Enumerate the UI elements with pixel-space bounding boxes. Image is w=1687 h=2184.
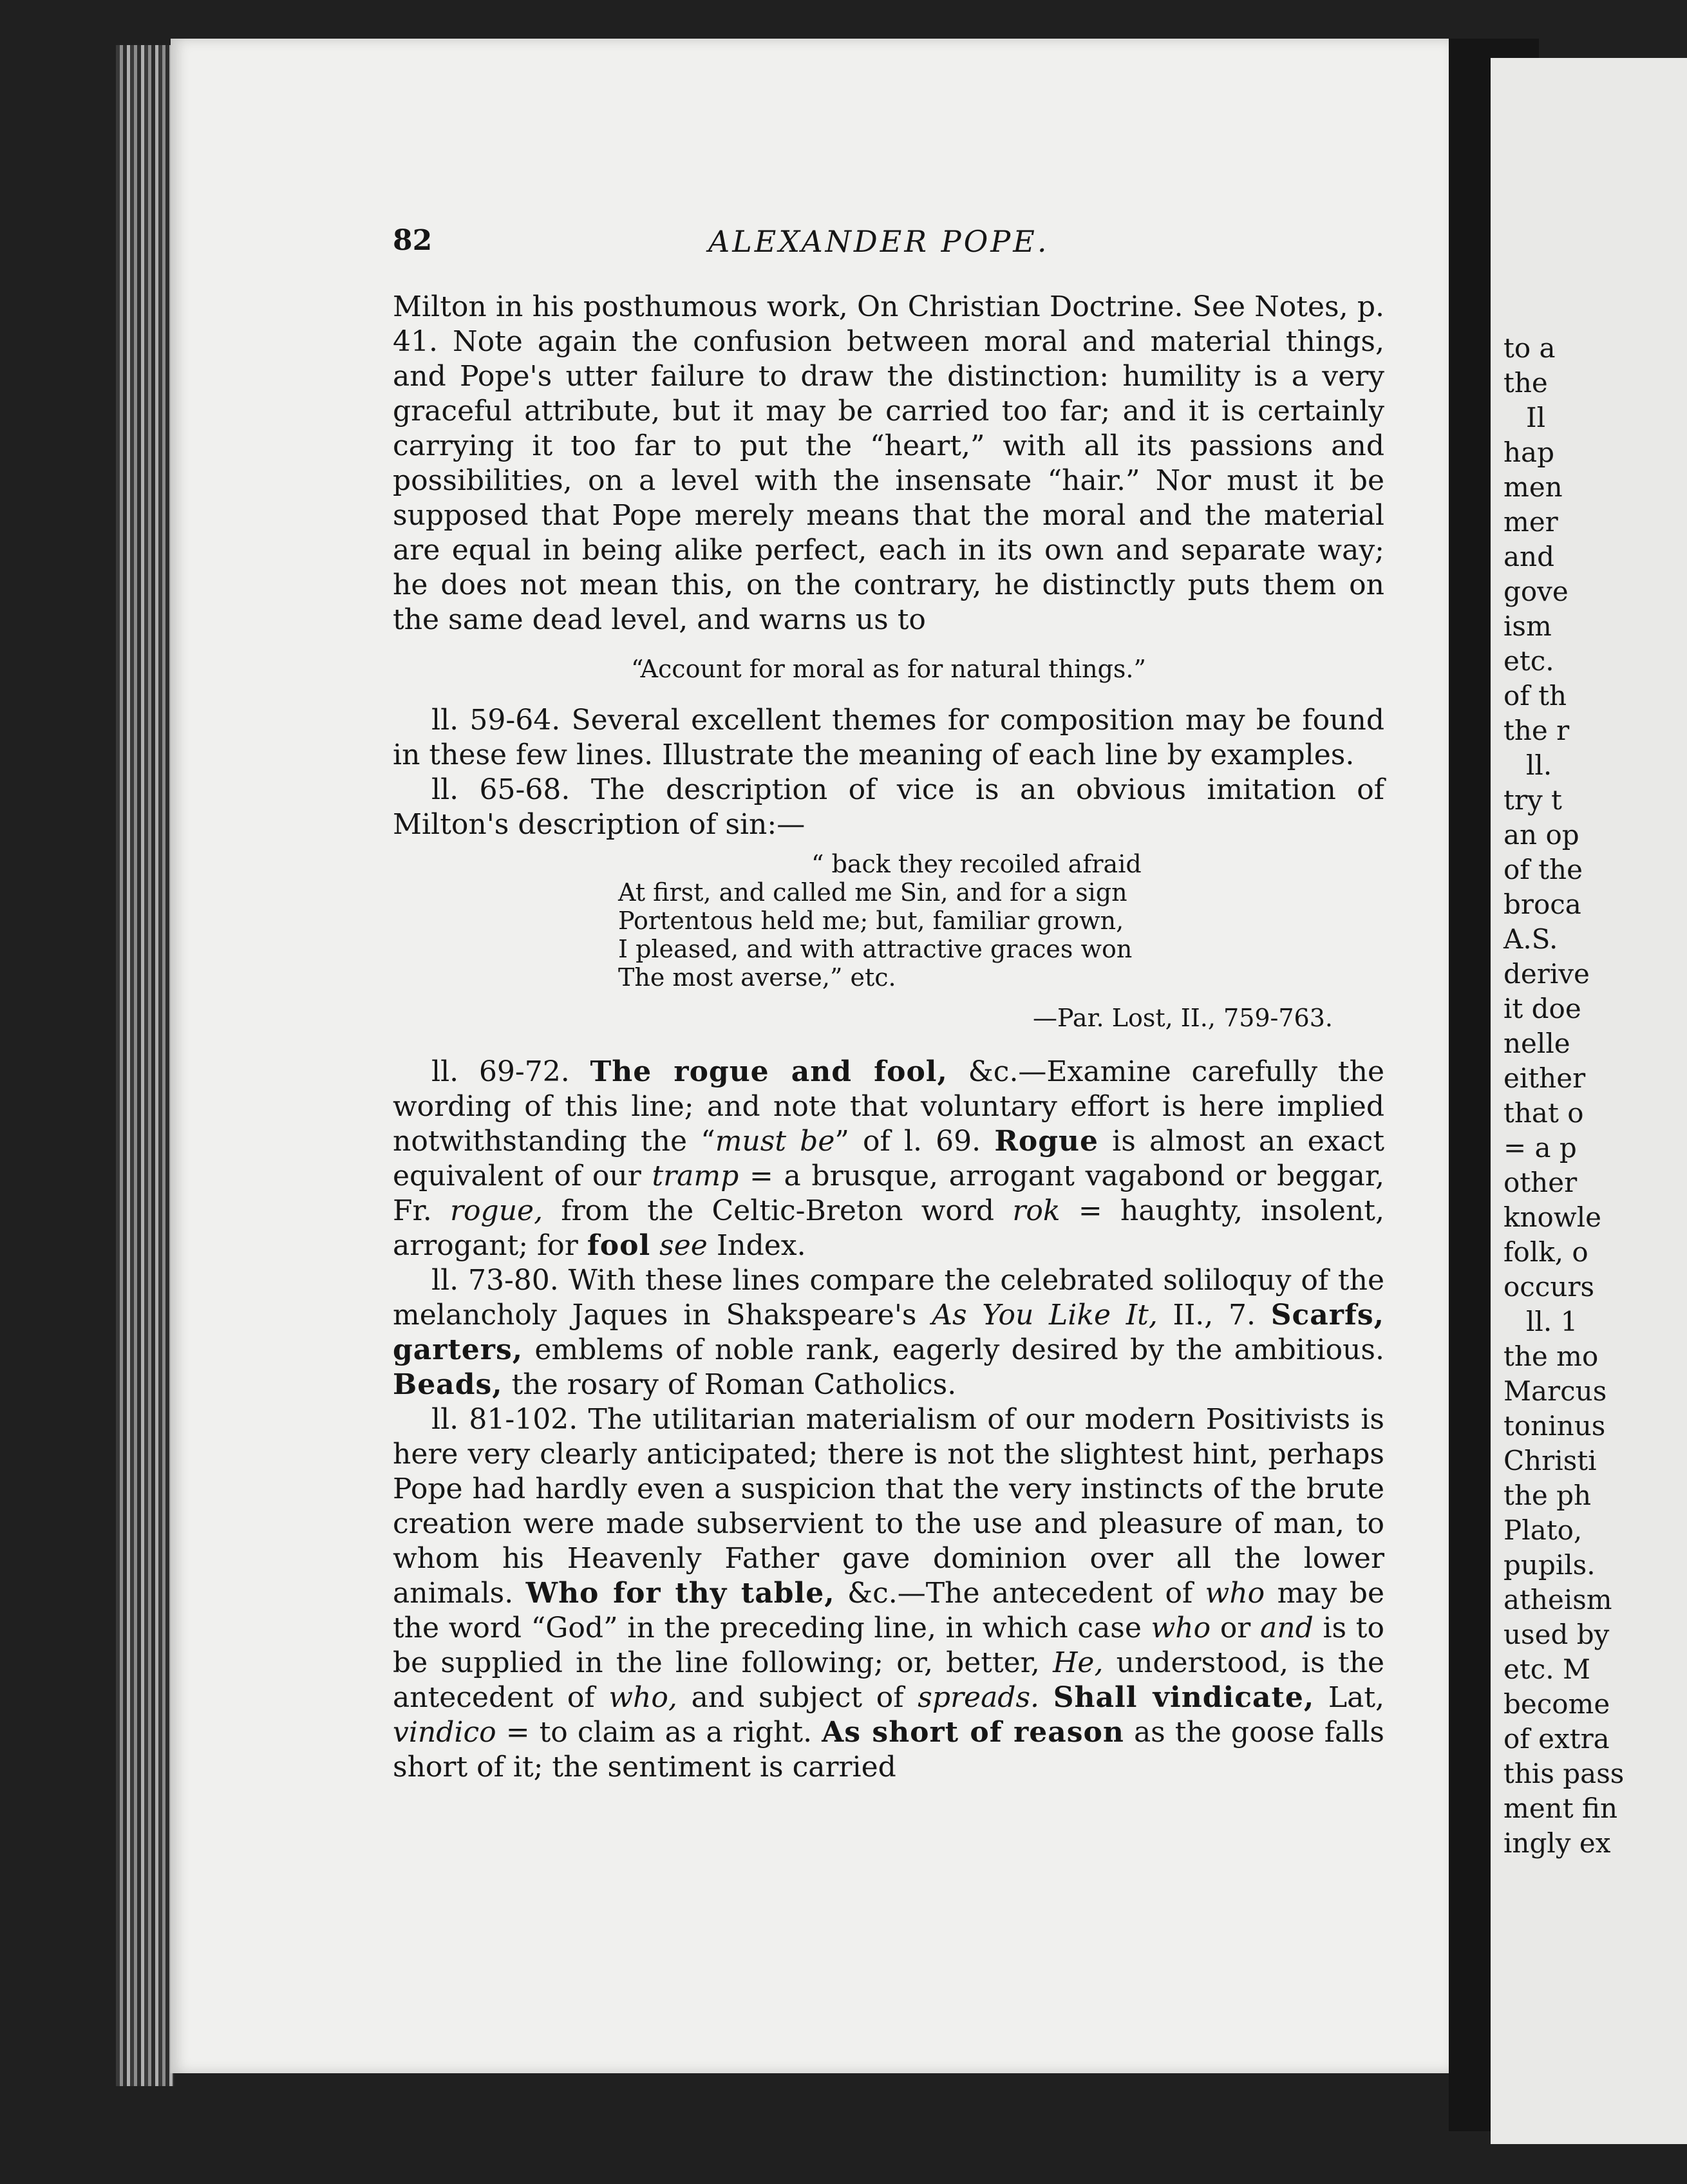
paragraph-59-64: ll. 59-64. Several excellent themes for composition may be found in these few lines. Illustrate the meaning of each line by examples.	[393, 704, 1384, 771]
right-page-fragment: mer	[1503, 506, 1558, 538]
right-page-fragment: to a	[1503, 332, 1556, 364]
right-page-fragment: hap	[1503, 437, 1554, 468]
headword: Rogue	[994, 1125, 1098, 1158]
right-page-fragment: toninus	[1503, 1410, 1606, 1442]
italic-run: see	[659, 1229, 708, 1262]
verse-line: “ back they recoiled afraid	[811, 850, 1142, 878]
right-page-fragment: A.S.	[1503, 923, 1558, 955]
right-page-fragment: Il	[1526, 402, 1546, 433]
right-page-fragment: and	[1503, 541, 1554, 572]
paragraph-81-102	[393, 1402, 1384, 1785]
right-page-fragment: pupils.	[1503, 1549, 1596, 1581]
italic-run: As You Like It,	[932, 1299, 1158, 1332]
paragraph-doctrine: Milton in his posthumous work, On Christian Doctrine. See Notes, p. 41. Note again the confusion between moral and material things, and Pope's utter failure to draw the distinction: humility is a very graceful attribute, but it may be carried too far; and it is certainly carrying it too far to put the “heart,” with all its passions and possibilities, on a level with the insensate “hair.” Nor must it be supposed that Pope merely means that the moral and the material are equal in being alike perfect, each in its own and separate way; he does not mean this, on the contrary, he distinctly puts them on the same dead level, and warns us to	[393, 290, 1384, 636]
text-run: is almost an exact equivalent of our	[393, 1125, 1385, 1192]
page-number: 82	[393, 224, 433, 257]
right-page-fragment: either	[1503, 1062, 1586, 1094]
text-run: = haughty, insolent, arrogant; for	[393, 1194, 1384, 1262]
right-page-fragment: the mo	[1503, 1341, 1599, 1372]
right-page-fragment: become	[1503, 1688, 1610, 1720]
italic-run: and	[1260, 1612, 1314, 1644]
right-page-fragment: men	[1503, 471, 1563, 503]
right-page-fragment: gove	[1503, 576, 1569, 607]
right-page-fragment: ment fin	[1503, 1793, 1618, 1824]
verse-attribution: —Par. Lost, II., 759-763.	[1033, 1004, 1333, 1032]
text-run: is to be supplied in the line following; or, better,	[393, 1612, 1384, 1679]
page-edges	[116, 45, 174, 2086]
text-run: and subject of	[691, 1681, 904, 1714]
text-run: as the goose falls short of it; the sentiment is carried	[393, 1716, 1384, 1784]
paragraph-73-80	[393, 1263, 1384, 1402]
right-page-fragment: used by	[1503, 1619, 1610, 1650]
headword: Beads,	[393, 1368, 503, 1401]
right-page-fragment: nelle	[1503, 1028, 1570, 1059]
italic-run: rogue,	[450, 1194, 543, 1227]
italic-run: who	[1151, 1612, 1211, 1644]
right-page-fragment: broca	[1503, 889, 1581, 920]
italic-run: vindico	[393, 1716, 496, 1749]
italic-run: rok	[1012, 1194, 1060, 1227]
right-page-fragment: Christi	[1503, 1445, 1597, 1476]
headword: Who for thy table,	[525, 1577, 835, 1610]
text-run: understood, is the antecedent of	[393, 1646, 1384, 1714]
text-run: ll. 81-102. The utilitarian materialism of our modern Positivists is here very clearly anticipated; there is not the slightest hint, perhaps Pope had hardly even a suspicion that the very instincts of the brute creation were made subservient to the use and pleasure of man, to whom his Heavenly Father gave dominion over all the lower animals.	[393, 1403, 1384, 1610]
text-run: = to claim as a right.	[505, 1716, 813, 1749]
right-page-fragment: ll. 1	[1526, 1306, 1578, 1337]
text-run: &c.—The antecedent of	[847, 1577, 1193, 1610]
right-page-fragment: occurs	[1503, 1271, 1595, 1303]
right-page-fragment: of extra	[1503, 1723, 1610, 1755]
quotation-natural-things: “Account for moral as for natural things.”	[631, 655, 1146, 683]
right-page-fragment: derive	[1503, 958, 1590, 990]
right-page-fragment: atheism	[1503, 1584, 1612, 1615]
right-page-fragment: folk, o	[1503, 1236, 1588, 1268]
verse-line: I pleased, and with attractive graces won	[618, 935, 1133, 963]
right-page-fragment: Marcus	[1503, 1375, 1607, 1407]
text-run: Index.	[716, 1229, 806, 1262]
text-run: = a brusque, arrogant vagabond or beggar, Fr.	[393, 1160, 1385, 1227]
right-page-fragment: an op	[1503, 819, 1579, 851]
headword: fool	[587, 1229, 651, 1262]
line-reference: ll. 69-72.	[431, 1055, 570, 1088]
verse-quotation	[618, 850, 1384, 992]
right-page-fragment: knowle	[1503, 1201, 1602, 1233]
right-page-fragment: this pass	[1503, 1758, 1625, 1789]
verse-line: At first, and called me Sin, and for a sign	[618, 878, 1127, 907]
text-run: the rosary of Roman Catholics.	[511, 1368, 957, 1401]
headword: As short of reason	[822, 1716, 1124, 1749]
right-page-fragment: try t	[1503, 784, 1562, 816]
page-body	[393, 290, 1384, 1785]
verse-line: The most averse,” etc.	[618, 963, 896, 992]
text-run: ” of l. 69.	[834, 1125, 981, 1158]
paragraph-65-68: ll. 65-68. The description of vice is an obvious imitation of Milton's description of sin:—	[393, 773, 1384, 841]
italic-run: spreads.	[918, 1681, 1040, 1714]
headword: Scarfs, garters,	[393, 1299, 1384, 1366]
right-page-fragment: ll.	[1526, 749, 1552, 781]
text-run: from the Celtic-Breton word	[561, 1194, 995, 1227]
running-title: ALEXANDER POPE.	[708, 224, 1050, 259]
right-page-fragment: other	[1503, 1167, 1578, 1198]
italic-run: who,	[608, 1681, 677, 1714]
right-page-fragment: = a p	[1503, 1132, 1577, 1163]
verse-line: Portentous held me; but, familiar grown,	[618, 907, 1124, 935]
text-run: emblems of noble rank, eagerly desired by the ambitious.	[534, 1333, 1384, 1366]
right-page-fragment: of the	[1503, 854, 1583, 885]
text-run: ll. 73-80. With these lines compare the celebrated soliloquy of the melancholy Jaques in Shakspeare's	[393, 1264, 1384, 1332]
right-page-fragment: etc.	[1503, 645, 1554, 677]
italic-run: who	[1205, 1577, 1265, 1610]
headword: Shall vindicate,	[1053, 1681, 1315, 1714]
text-run: &c.—Examine carefully the wording of this line; and note that voluntary effort is here implied notwithstanding the “	[393, 1055, 1384, 1158]
right-page	[1491, 58, 1687, 2144]
right-page-fragment: the	[1503, 367, 1548, 399]
italic-run: must be	[715, 1125, 835, 1158]
italic-run: He,	[1053, 1646, 1104, 1679]
text-run: Lat,	[1328, 1681, 1384, 1714]
right-page-fragment: the r	[1503, 715, 1570, 746]
right-page-fragment: that o	[1503, 1097, 1584, 1129]
right-page-fragment: ingly ex	[1503, 1827, 1611, 1859]
headword: The rogue and fool,	[590, 1055, 948, 1088]
text-run: may be the word “God” in the preceding line, in which case	[393, 1577, 1384, 1644]
italic-run: tramp	[652, 1160, 739, 1192]
right-page-fragment: ism	[1503, 610, 1552, 642]
paragraph-69-72	[393, 1055, 1384, 1263]
right-page-fragment: Plato,	[1503, 1514, 1583, 1546]
right-page-fragment: the ph	[1503, 1480, 1592, 1511]
right-page-fragment: etc. M	[1503, 1653, 1590, 1685]
right-page-fragment: it doe	[1503, 993, 1581, 1024]
text-run: or	[1220, 1612, 1251, 1644]
text-run: II., 7.	[1173, 1299, 1256, 1332]
right-page-fragment: of th	[1503, 680, 1567, 711]
page-header	[393, 224, 1500, 263]
